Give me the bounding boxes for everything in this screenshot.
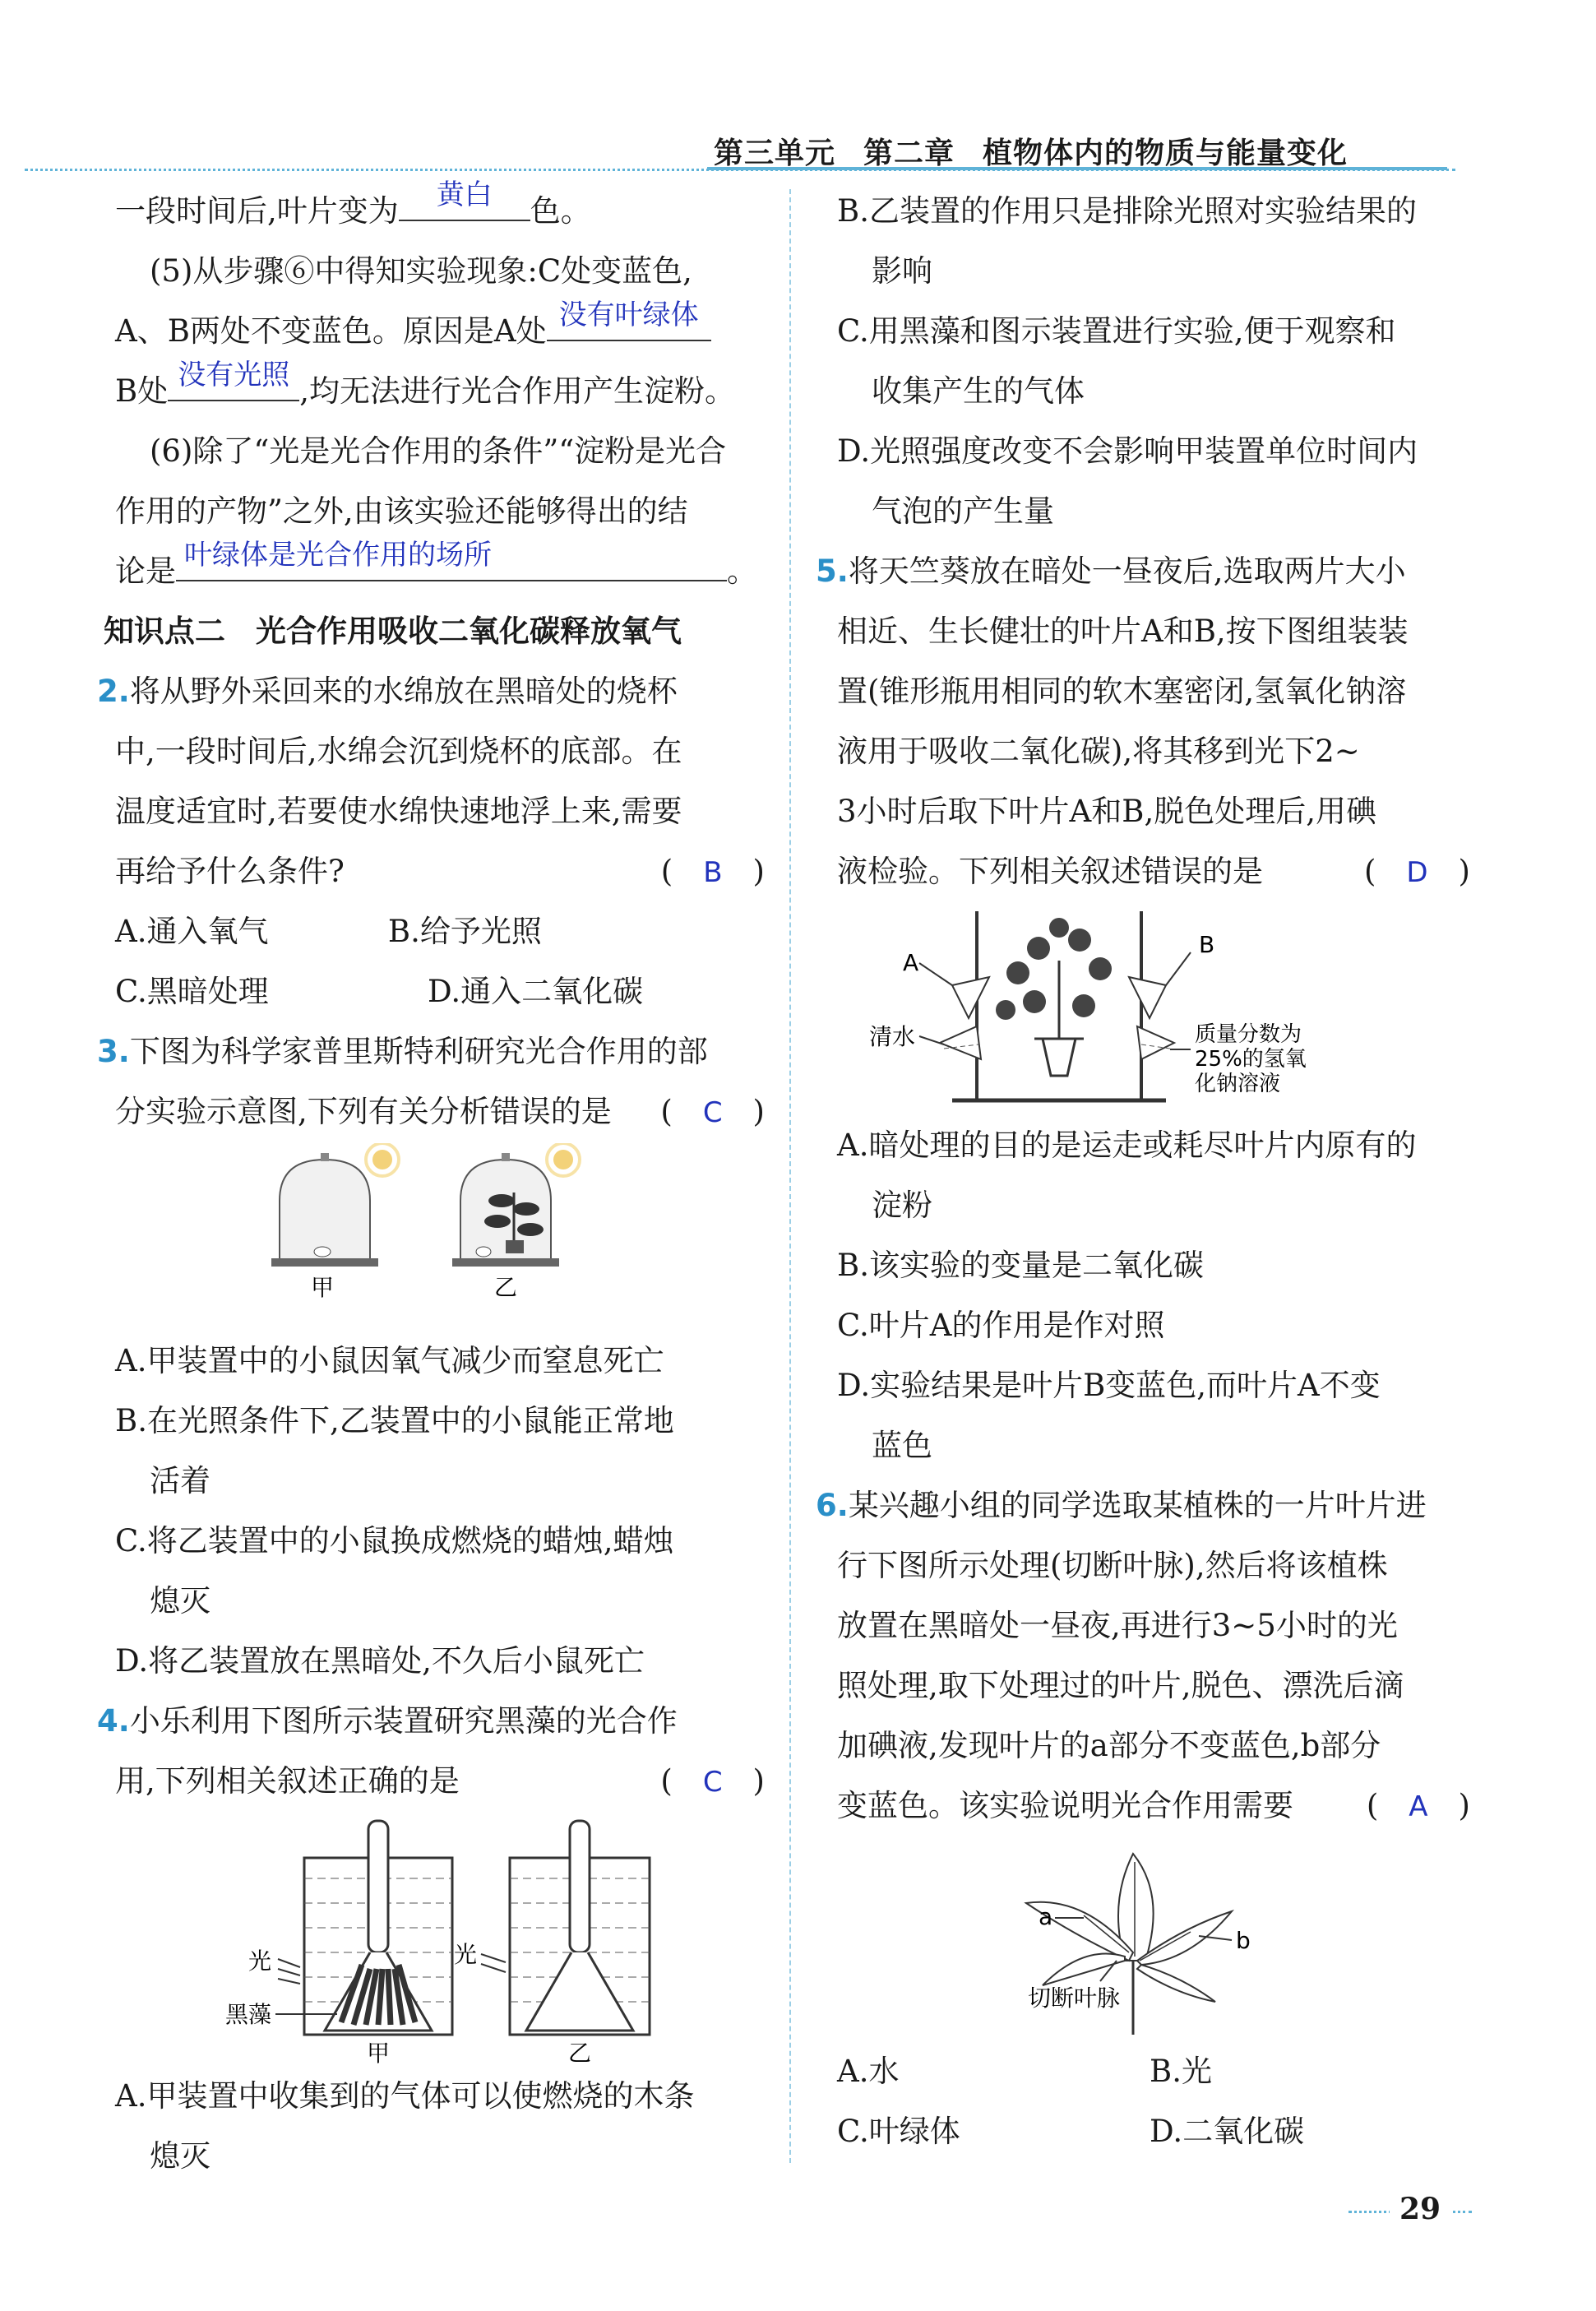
answer-paren: ( A )	[1366, 1788, 1470, 1823]
bell-jar-figure	[115, 1143, 765, 1332]
q5-stem: 相近、生长健壮的叶片A和B,按下图组装装	[837, 614, 1409, 649]
label-water: 清水	[868, 1023, 915, 1050]
label-part-b: b	[1236, 1927, 1251, 1954]
column-divider	[789, 189, 791, 2163]
leaf-icon	[1026, 1854, 1232, 2002]
q5-line: A、B两处不变蓝色。原因是A处 没有叶绿体	[115, 301, 765, 361]
figure-label-yi: 乙	[493, 1274, 518, 1301]
figure-label-yi: 乙	[567, 2040, 592, 2067]
q4-option: C.用黑藻和图示装置进行实验,便于观察和	[837, 313, 1396, 349]
q3-option: 熄灭	[150, 1583, 210, 1619]
label-naoh: 质量分数为	[1195, 1022, 1302, 1047]
q5-line: (5)从步骤⑥中得知实验现象:C处变蓝色,	[150, 253, 692, 289]
beaker-b	[481, 1821, 650, 2035]
q6-stem: 加碘液,发现叶片的a部分不变蓝色,b部分	[837, 1728, 1381, 1763]
running-header	[714, 130, 1348, 172]
q5-option: C.叶片A的作用是作对照	[837, 1308, 1165, 1343]
q2-stem: 温度适宜时,若要使水绵快速地浮上来,需要	[115, 794, 682, 829]
header-rule	[707, 167, 1447, 170]
q4-option: A.甲装置中收集到的气体可以使燃烧的木条	[115, 2078, 695, 2114]
plant-leaves	[996, 918, 1112, 1020]
q3-option: A.甲装置中的小鼠因氧气减少而窒息死亡	[115, 1343, 664, 1378]
bell-jar-a	[271, 1153, 378, 1267]
q6-options: C.叶绿体 D.二氧化碳	[837, 2114, 1305, 2149]
q4-option: B.乙装置的作用只是排除光照对实验结果的	[837, 193, 1417, 229]
knowledge-point-heading: 知识点二 光合作用吸收二氧化碳释放氧气	[104, 614, 682, 649]
q2-stem: 中,一段时间后,水绵会沉到烧杯的底部。在	[115, 734, 682, 769]
q4-figure	[115, 1811, 765, 2066]
sun-icon	[547, 1143, 580, 1176]
q5-figure	[837, 901, 1470, 1115]
q4-option: 气泡的产生量	[872, 493, 1054, 529]
q2-options: C.黑暗处理 D.通入二氧化碳	[115, 974, 644, 1009]
answer-paren: ( C )	[660, 1763, 765, 1799]
q6-stem: 变蓝色。该实验说明光合作用需要 ( A )	[837, 1776, 1470, 1836]
flask-b	[1129, 977, 1166, 1018]
q5-option: B.该实验的变量是二氧化碳	[837, 1248, 1204, 1283]
answer-blank: 没有光照	[168, 364, 299, 401]
q6-options: A.水 B.光	[837, 2054, 1212, 2089]
header-title: 植物体内的物质与能量变化	[983, 137, 1349, 170]
answer-paren: ( B )	[660, 854, 765, 889]
answer-blank: 黄白	[399, 183, 530, 221]
q5-stem: 液检验。下列相关叙述错误的是 ( D )	[837, 841, 1470, 901]
q5-stem: 3小时后取下叶片A和B,脱色处理后,用碘	[837, 794, 1376, 829]
left-column	[97, 178, 765, 2186]
right-column	[816, 181, 1470, 2161]
label-cut-vein: 切断叶脉	[1028, 1984, 1121, 2012]
figure-label-jia: 甲	[366, 2040, 391, 2067]
q4-option: 收集产生的气体	[872, 373, 1085, 409]
header-unit: 第三单元	[714, 137, 836, 170]
q4-stem: 用,下列相关叙述正确的是 ( C )	[115, 1751, 765, 1811]
answer-paren: ( D )	[1363, 854, 1470, 889]
label-light: 光	[247, 1947, 271, 1975]
sun-icon	[366, 1143, 399, 1176]
q6-stem: 6.某兴趣小组的同学选取某植株的一片叶片进	[816, 1488, 1427, 1523]
label-naoh: 化钠溶液	[1195, 1072, 1281, 1096]
label-algae: 黑藻	[224, 2001, 271, 2028]
leaf-figure	[837, 1837, 1470, 2043]
q5-line: B处 没有光照 ,均无法进行光合作用产生淀粉。	[115, 359, 735, 409]
answer-blank: 叶绿体是光合作用的场所	[176, 544, 727, 581]
label-part-a: a	[1039, 1903, 1053, 1930]
q3-option: C.将乙装置中的小鼠换成燃烧的蜡烛,蜡烛	[115, 1523, 674, 1558]
beaker-a	[304, 1821, 452, 2035]
q6-line: 作用的产物”之外,由该实验还能够得出的结	[115, 493, 688, 529]
q5-option: 淀粉	[872, 1188, 932, 1223]
q5-stem: 液用于吸收二氧化碳),将其移到光下2~	[837, 734, 1360, 769]
q6-line: 论是 叶绿体是光合作用的场所 。	[115, 539, 757, 589]
label-naoh: 25%的氢氧	[1195, 1047, 1307, 1072]
q5-stem: 5.将天竺葵放在暗处一昼夜后,选取两片大小	[816, 553, 1406, 589]
label-leaf-b: B	[1199, 931, 1215, 958]
figure-label-jia: 甲	[310, 1274, 335, 1301]
q5-option: A.暗处理的目的是运走或耗尽叶片内原有的	[837, 1128, 1417, 1163]
page-number: 29	[1390, 2192, 1450, 2226]
q5-option: D.实验结果是叶片B变蓝色,而叶片A不变	[837, 1368, 1381, 1403]
answer-paren: ( C )	[660, 1094, 765, 1129]
flower-pot	[1034, 1039, 1084, 1076]
q5-option: 蓝色	[872, 1428, 932, 1463]
q6-stem: 放置在黑暗处一昼夜,再进行3~5小时的光	[837, 1608, 1398, 1643]
answer-blank: 没有叶绿体	[547, 303, 711, 341]
q6-line: (6)除了“光是光合作用的条件”“淀粉是光合	[150, 433, 727, 469]
q4-option: 熄灭	[150, 2138, 210, 2174]
q3-stem: 3.下图为科学家普里斯特利研究光合作用的部	[97, 1034, 708, 1069]
q4-option: 影响	[872, 253, 932, 289]
flask-a	[952, 977, 989, 1018]
q6-figure	[837, 1836, 1470, 2041]
label-light: 光	[453, 1941, 477, 1968]
q3-option: B.在光照条件下,乙装置中的小鼠能正常地	[115, 1403, 674, 1438]
q2-options: A.通入氧气 B.给予光照	[115, 914, 542, 949]
bell-jar-b	[452, 1153, 559, 1267]
q5-stem: 置(锥形瓶用相同的软木塞密闭,氢氧化钠溶	[837, 674, 1407, 709]
q2-stem: 再给予什么条件? ( B )	[115, 841, 765, 901]
geranium-figure	[837, 903, 1470, 1117]
text-line: 一段时间后,叶片变为 黄白 色。	[115, 178, 591, 229]
q4-stem: 4.小乐利用下图所示装置研究黑藻的光合作	[97, 1703, 678, 1739]
q6-stem: 行下图所示处理(切断叶脉),然后将该植株	[837, 1548, 1388, 1583]
q3-option: D.将乙装置放在黑暗处,不久后小鼠死亡	[115, 1643, 645, 1679]
header-chapter: 第二章	[863, 137, 955, 170]
q3-option: 活着	[150, 1463, 210, 1498]
label-leaf-a: A	[903, 949, 919, 976]
q3-stem: 分实验示意图,下列有关分析错误的是 ( C )	[115, 1081, 765, 1142]
light-arrows	[278, 1959, 300, 1984]
q4-option: D.光照强度改变不会影响甲装置单位时间内	[837, 433, 1418, 469]
beaker-figure	[115, 1813, 765, 2068]
q2-stem: 2.将从野外采回来的水绵放在黑暗处的烧杯	[97, 674, 678, 709]
q3-figure	[115, 1142, 765, 1331]
q6-stem: 照处理,取下处理过的叶片,脱色、漂洗后滴	[837, 1668, 1404, 1703]
